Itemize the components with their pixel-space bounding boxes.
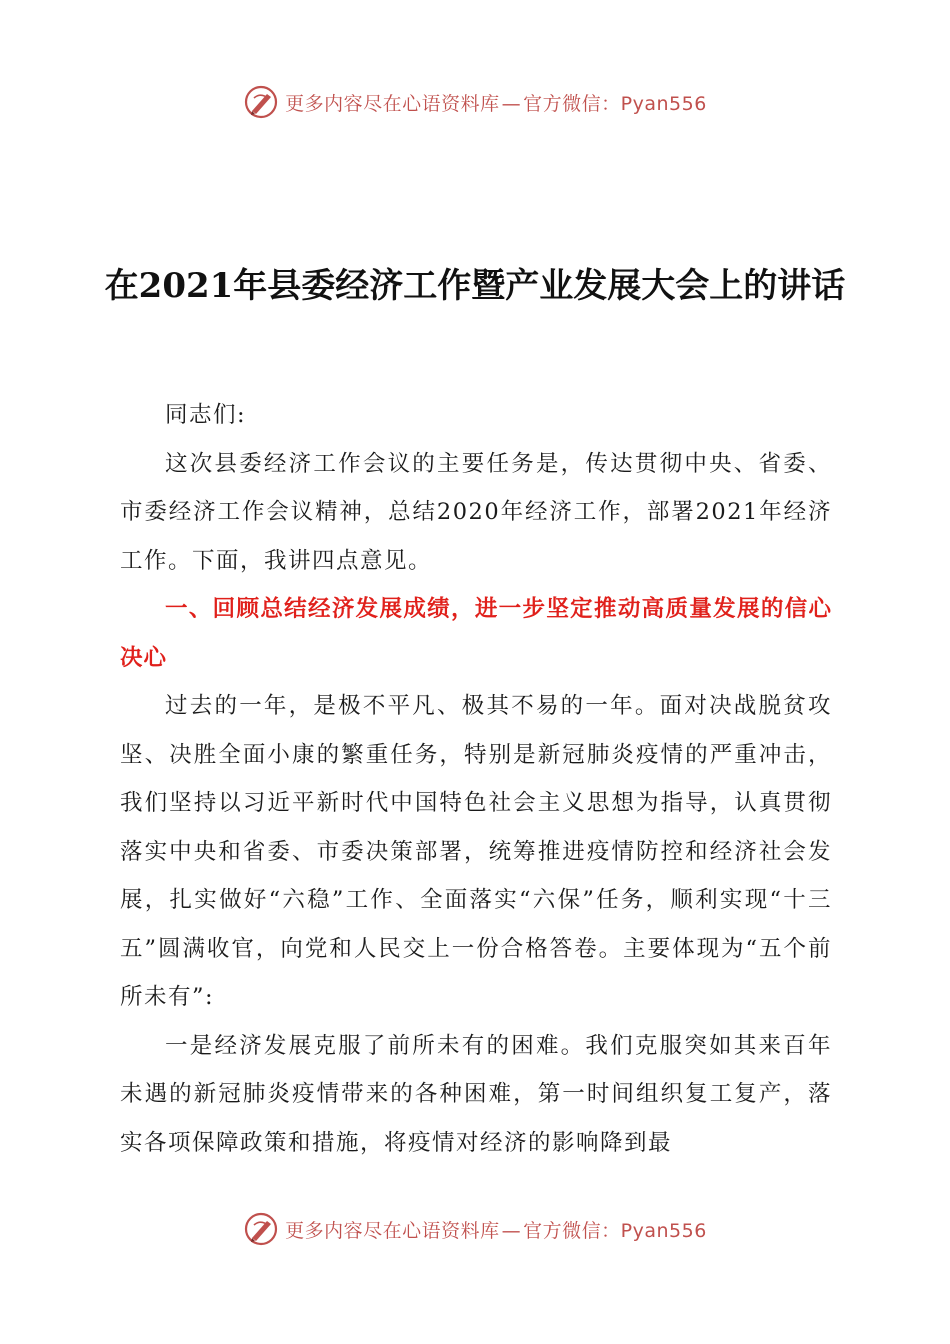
document-title: 在2021年县委经济工作暨产业发展大会上的讲话 <box>104 266 846 306</box>
body-paragraph: 一是经济发展克服了前所未有的困难。我们克服突如其来百年未遇的新冠肺炎疫情带来的各种困难，第一时间组织复工复产，落实各项保障政策和措施，将疫情对经济的影响降到最 <box>120 1032 832 1156</box>
body-paragraph: 过去的一年，是极不平凡、极其不易的一年。面对决战脱贫攻坚、决胜全面小康的繁重任务，特别是新冠肺炎疫情的严重冲击，我们坚持以习近平新时代中国特色社会主义思想为指导，认真贯彻落实中央和省委、市委决策部署，统筹推进疫情防控和经济社会发展，扎实做好“六稳”工作、全面落实“六保”任务，顺利实现“十三五”圆满收官，向党和人民交上一份合格答卷。主要体现为“五个前所未有”: <box>120 693 832 1010</box>
header-watermark-banner <box>0 80 950 124</box>
pen-logo-icon <box>243 1211 279 1247</box>
watermark-main-text: 更多内容尽在心语资料库 <box>285 1219 500 1242</box>
watermark-main-text: 更多内容尽在心语资料库 <box>285 92 500 115</box>
body-paragraph: 这次县委经济工作会议的主要任务是，传达贯彻中央、省委、市委经济工作会议精神，总结2020年经济工作，部署2021年经济工作。下面，我讲四点意见。 <box>120 450 832 574</box>
watermark-text <box>285 1216 707 1243</box>
watermark-contact-text: 官方微信：Pyan556 <box>523 92 707 115</box>
document-body <box>120 391 832 1167</box>
section-heading: 一、回顾总结经济发展成绩，进一步坚定推动高质量发展的信心决心 <box>120 596 832 671</box>
pen-logo-icon <box>243 84 279 120</box>
watermark-contact-text: 官方微信：Pyan556 <box>523 1219 707 1242</box>
watermark-text <box>285 89 707 116</box>
watermark-dash: — <box>501 1219 522 1242</box>
footer-watermark-banner <box>0 1207 950 1251</box>
greeting: 同志们: <box>165 402 247 428</box>
watermark-dash: — <box>501 92 522 115</box>
